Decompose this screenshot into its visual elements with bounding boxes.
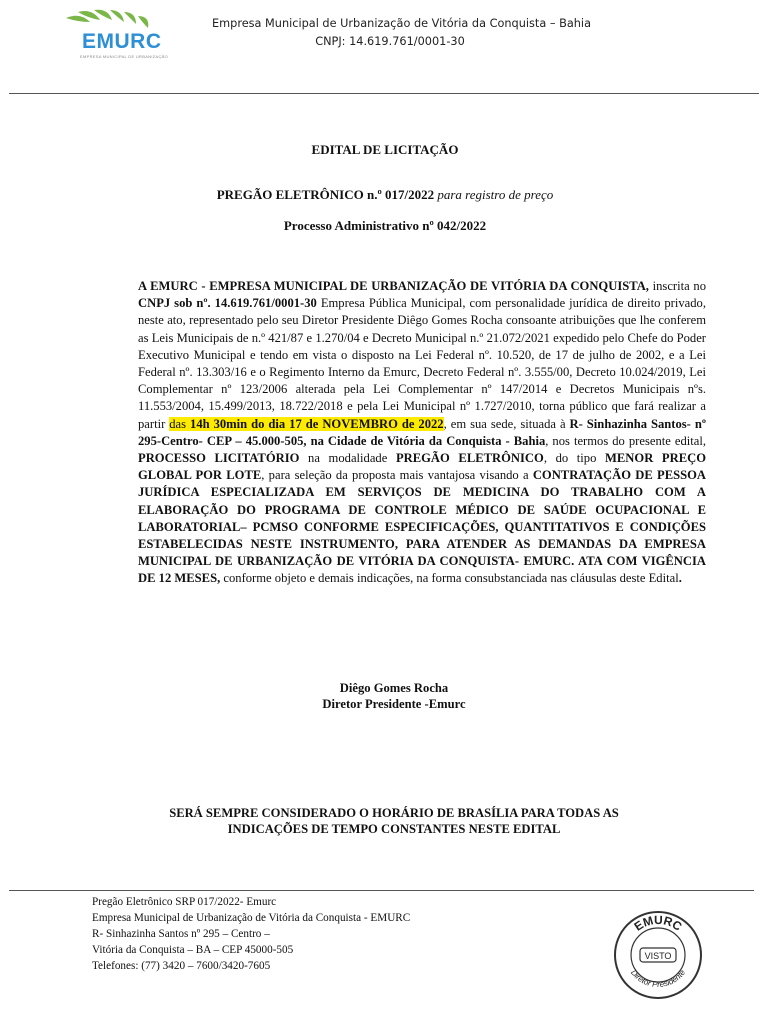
edital-body-paragraph (138, 278, 706, 588)
footer-line: Pregão Eletrônico SRP 017/2022- Emurc (92, 896, 277, 908)
body-text-segment: Empresa Pública Municipal, com personalidade jurídica de direito privado, neste ato, representado pelo seu Diretor Presidente Diêgo Gomes Rocha consoante atribuições que lhe conferem as Leis Municipais de n.º 421/87 e 1.270/04 e Decreto Municipal n.º 21.072/2021 expedido pelo Chefe do Poder Executivo Municipal e tendo em vista o disposto na Lei Federal nº. 10.520, de 17 de julho de 2002, e a Lei Federal nº. 13.303/16 e o Regimento Interno da Emurc, Decreto Federal nº. 3.555/00, Decreto 10.024/2019, Lei Complementar nº 123/2006 alterada pela Lei Complementar nº 147/2014 e Decretos Municipais nºs. 11.553/2004, 15.499/2013, 18.722/2018 e pela Lei Municipal nº 1.727/2010, torna público que fará realizar a partir (138, 296, 706, 431)
body-text-segment: inscrita no (648, 279, 706, 293)
stamp-bottom-text: Diretor Presidente (628, 968, 688, 990)
pregao-subtitle: para registro de preço (437, 187, 554, 202)
body-final-period: . (678, 571, 682, 586)
footer-line: R- Sinhazinha Santos nº 295 – Centro – (92, 928, 270, 940)
body-text-segment: conforme objeto e demais indicações, na forma consubstanciada nas cláusulas deste Edital (220, 571, 679, 586)
body-text-segment: , do tipo (543, 451, 606, 466)
body-text-segment: , em sua sede, situada à (443, 416, 570, 431)
header-divider (9, 93, 759, 94)
body-processo-licitatorio: PROCESSO LICITATÓRIO (138, 451, 300, 466)
footer-line: Vitória da Conquista – BA – CEP 45000-505 (92, 944, 294, 956)
time-notice-line2: INDICAÇÕES DE TEMPO CONSTANTES NESTE EDITAL (227, 822, 561, 836)
body-text-segment: , para seleção da proposta mais vantajosa visando a (261, 468, 533, 483)
processo-title: Processo Administrativo nº 042/2022 (283, 218, 487, 233)
body-entity-name: A EMURC - EMPRESA MUNICIPAL DE URBANIZAÇÃO DE VITÓRIA DA CONQUISTA, (138, 279, 649, 293)
stamp-center-text: VISTO (644, 951, 672, 961)
svg-text:Diretor Presidente (629, 968, 687, 989)
visto-stamp-icon (613, 910, 703, 1000)
header-cnpj: CNPJ: 14.619.761/0001-30 (315, 35, 465, 48)
body-text-segment: , nos termos do presente edital, (545, 433, 706, 448)
body-modalidade: PREGÃO ELETRÔNICO (395, 451, 544, 466)
body-cnpj: CNPJ sob nº. 14.619.761/0001-30 (138, 296, 317, 311)
footer-line: Empresa Municipal de Urbanização de Vitória da Conquista - EMURC (92, 912, 411, 924)
footer-divider (9, 890, 754, 891)
pregao-title (0, 187, 770, 203)
time-notice-line1: SERÁ SEMPRE CONSIDERADO O HORÁRIO DE BRASÍLIA PARA TODAS AS (169, 806, 619, 820)
edital-title: EDITAL DE LICITAÇÃO (311, 142, 459, 157)
logo-wordmark: EMURC (82, 30, 162, 53)
logo-subtitle: EMPRESA MUNICIPAL DE URBANIZAÇÃO (80, 54, 169, 59)
header-company-name: Empresa Municipal de Urbanização de Vitória da Conquista – Bahia (212, 17, 591, 30)
signature-role: Diretor Presidente -Emurc (322, 697, 466, 711)
body-objeto: CONTRATAÇÃO DE PESSOA JURÍDICA ESPECIALIZADA EM SERVIÇOS DE MEDICINA DO TRABALHO COM A ELABORAÇÃO DO PROGRAMA DE CONTROLE MÉDICO DE SAÚDE OCUPACIONAL E LABORATORIAL– PCMSO CONFORME ESPECIFICAÇÕES, QUANTITATIVOS E CONDIÇÕES ESTABELECIDAS NESTE INSTRUMENTO, PARA ATENDER AS DEMANDAS DA EMPRESA MUNICIPAL DE URBANIZAÇÃO DE VITÓRIA DA CONQUISTA- EMURC. ATA COM VIGÊNCIA DE 12 MESES, (138, 468, 706, 586)
body-date-highlight: 14h 30min do dia 17 de NOVEMBRO de 2022 (190, 416, 444, 431)
body-tipo: MENOR PREÇO GLOBAL POR LOTE (138, 451, 706, 483)
footer-line: Telefones: (77) 3420 – 7600/3420-7605 (92, 960, 271, 972)
pregao-number: PREGÃO ELETRÔNICO n.º 017/2022 (216, 187, 435, 202)
stamp-top-text: EMURC (631, 912, 685, 934)
body-address: R- Sinhazinha Santos- nº 295-Centro- CEP – 45.000-505, na Cidade de Vitória da Conquista - Bahia (138, 416, 707, 448)
signature-name: Diêgo Gomes Rocha (339, 681, 449, 695)
body-highlight: das (169, 416, 191, 431)
body-text-segment: na modalidade (299, 451, 396, 466)
